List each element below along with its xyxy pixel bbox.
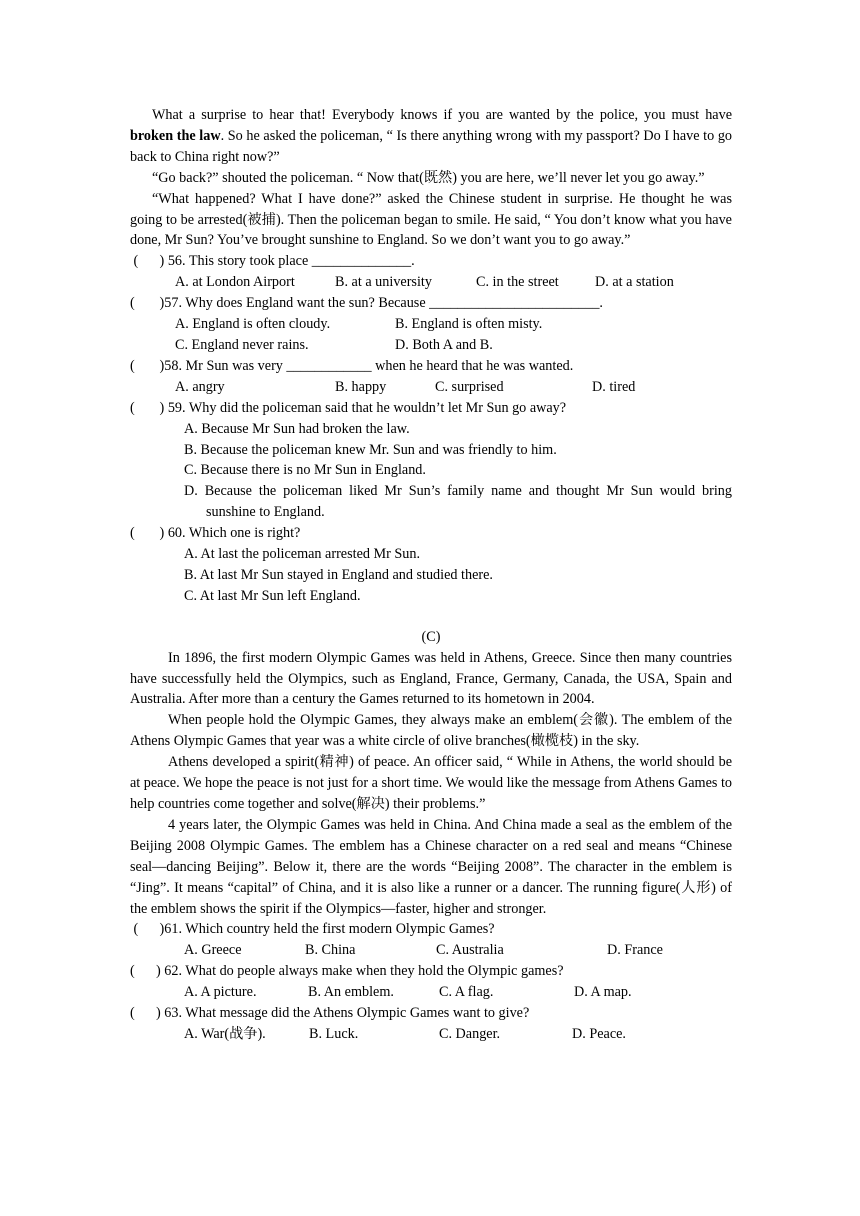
worksheet-page <box>130 105 732 1045</box>
section-c-paragraph-2: When people hold the Olympic Games, they always make an emblem(会徽). The emblem of the Athens Olympic Games that year was a white circle of olive branches(橄榄枝) in the sky. <box>130 712 732 750</box>
option-d: D. Because the policeman liked Mr Sun’s family name and thought Mr Sun would bring sunshine to England. <box>184 483 732 521</box>
question-63: ( ) 63. What message did the Athens Olympic Games want to give? <box>130 1005 530 1022</box>
passage-b-paragraph-2: “Go back?” shouted the policeman. “ Now that(既然) you are here, we’ll never let you go away.” <box>152 169 705 186</box>
option-a: A. England is often cloudy. <box>175 316 331 333</box>
question-56: ( ) 56. This story took place ______________. <box>130 253 415 270</box>
option-a: A. Because Mr Sun had broken the law. <box>184 420 410 437</box>
section-c-paragraph-3: Athens developed a spirit(精神) of peace. An officer said, “ While in Athens, the world should be at peace. We hope the peace is not just for a short time. We would like the message from Athens Games to help countries come together and solve(解决) their problems.” <box>130 754 732 812</box>
option-b: B. Luck. <box>309 1025 359 1042</box>
option-c: C. Because there is no Mr Sun in England. <box>184 462 426 479</box>
option-d: D. Both A and B. <box>395 336 493 353</box>
option-c: C. Australia <box>436 942 504 959</box>
option-a: A. War(战争). <box>184 1025 266 1042</box>
question-58: ( )58. Mr Sun was very ____________ when he heard that he was wanted. <box>130 357 574 374</box>
option-d: D. A map. <box>574 984 632 1001</box>
question-59: ( ) 59. Why did the policeman said that he wouldn’t let Mr Sun go away? <box>130 399 567 416</box>
option-a: A. Greece <box>184 942 242 959</box>
passage-b-paragraph-3: “What happened? What I have done?” asked the Chinese student in surprise. He thought he was going to be arrested(被捕). Then the policeman began to smile. He said, “ You don’t know what you have done, Mr Sun? You’ve brought sunshine to England. So we don’t want you to go away.” <box>130 190 732 249</box>
option-b: B. happy <box>335 378 387 395</box>
option-c: C. surprised <box>435 378 504 395</box>
option-b: B. at a university <box>335 274 432 291</box>
option-d: D. tired <box>592 378 636 395</box>
option-c: C. in the street <box>476 274 559 291</box>
option-c: C. Danger. <box>439 1025 501 1042</box>
passage-text: . So he asked the policeman, “ Is there anything wrong with my passport? Do I have to go back to China right now?” <box>130 127 733 165</box>
option-c: C. At last Mr Sun left England. <box>184 587 361 604</box>
option-a: A. At last the policeman arrested Mr Sun. <box>184 546 421 563</box>
passage-text: What a surprise to hear that! Everybody knows if you are wanted by the police, you must have <box>152 107 732 123</box>
option-d: D. Peace. <box>572 1025 626 1042</box>
bold-phrase: broken the law <box>130 127 221 144</box>
question-60: ( ) 60. Which one is right? <box>130 525 301 542</box>
question-61-options <box>130 940 732 961</box>
question-63-options <box>130 1024 732 1045</box>
question-57-options-2 <box>130 335 732 356</box>
section-c-title: (C) <box>421 628 441 645</box>
question-56-options <box>130 272 732 293</box>
option-a: A. at London Airport <box>175 274 295 291</box>
option-a: A. angry <box>175 378 225 395</box>
question-61: ( )61. Which country held the first modern Olympic Games? <box>130 921 495 938</box>
option-b: B. An emblem. <box>308 984 394 1001</box>
option-d: D. at a station <box>595 274 674 291</box>
question-57: ( )57. Why does England want the sun? Because ________________________. <box>130 295 603 312</box>
question-62-options <box>130 982 732 1003</box>
question-58-options <box>130 377 732 398</box>
question-62: ( ) 62. What do people always make when they hold the Olympic games? <box>130 963 564 980</box>
option-b: B. Because the policeman knew Mr. Sun and was friendly to him. <box>184 441 557 458</box>
section-c-paragraph-4: 4 years later, the Olympic Games was held in China. And China made a seal as the emblem of the Beijing 2008 Olympic Games. The emblem has a Chinese character on a red seal and means “Chinese seal—dancing Beijing”. Below it, there are the words “Beijing 2008”. The character in the emblem is “Jing”. It means “capital” of China, and it is also like a runner or a dancer. The running figure(人形) of the emblem shows the spirit if the Olympics—faster, higher and stronger. <box>130 816 732 917</box>
option-c: C. A flag. <box>439 984 494 1001</box>
passage-b-paragraph-1 <box>130 105 732 168</box>
option-d: D. France <box>607 942 663 959</box>
option-b: B. China <box>305 942 356 959</box>
option-c: C. England never rains. <box>175 336 309 353</box>
option-b: B. At last Mr Sun stayed in England and studied there. <box>184 566 493 583</box>
option-b: B. England is often misty. <box>395 316 543 333</box>
option-a: A. A picture. <box>184 984 257 1001</box>
section-c-paragraph-1: In 1896, the first modern Olympic Games was held in Athens, Greece. Since then many countries have successfully held the Olympics, such as England, France, Germany, Canada, the USA, Spain and Australia. After more than a century the Games returned to its hometown in 2004. <box>130 649 732 708</box>
question-57-options <box>130 314 732 335</box>
